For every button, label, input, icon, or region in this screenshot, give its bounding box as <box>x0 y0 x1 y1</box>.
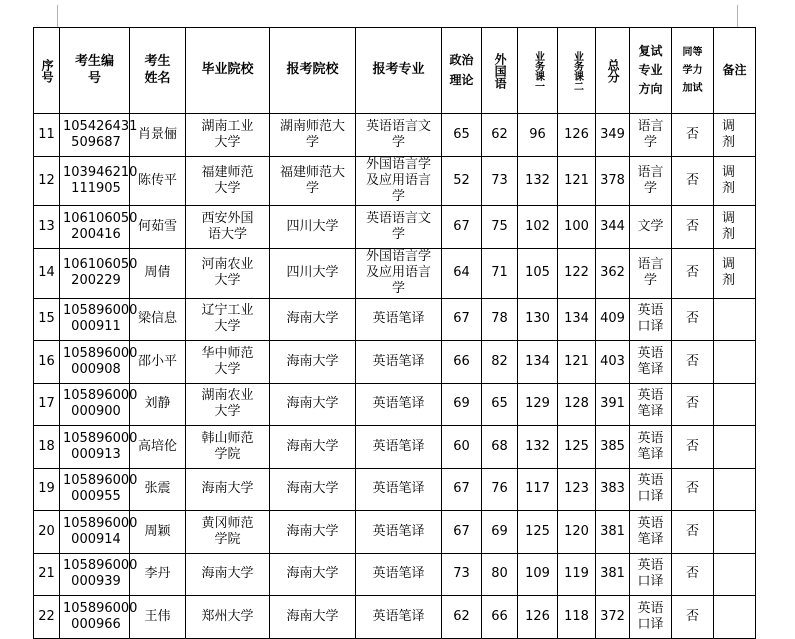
cell-course2: 118 <box>558 596 596 639</box>
cell-course2: 121 <box>558 341 596 384</box>
cell-course1: 126 <box>518 596 558 639</box>
cell-grad-school: 郑州大学 <box>186 596 270 639</box>
cell-politics: 64 <box>442 248 482 298</box>
cell-cand-id <box>60 298 138 341</box>
crop-mark-left <box>57 5 58 27</box>
header-course1: 业务课一 <box>518 28 558 114</box>
cell-seq: 17 <box>34 383 60 426</box>
table-row <box>34 114 756 157</box>
cell-name: 王伟 <box>130 596 186 639</box>
cell-total: 362 <box>596 248 630 298</box>
cell-politics: 67 <box>442 206 482 249</box>
cell-apply-school: 海南大学 <box>270 298 356 341</box>
cell-equiv: 否 <box>672 426 714 469</box>
header-name: 考生姓名 <box>130 28 186 114</box>
cell-course2: 120 <box>558 511 596 554</box>
cell-remark <box>714 553 756 596</box>
cand-id-line2: 000908 <box>71 361 121 377</box>
cell-course1: 125 <box>518 511 558 554</box>
cell-equiv: 否 <box>672 596 714 639</box>
cand-id-line2: 000900 <box>71 404 121 420</box>
header-direction: 复试专业方向 <box>630 28 672 114</box>
cell-cand-id <box>60 426 138 469</box>
cell-equiv: 否 <box>672 248 714 298</box>
cell-foreign: 69 <box>482 511 518 554</box>
cell-cand-id <box>60 156 138 206</box>
header-grad-school: 毕业院校 <box>186 28 270 114</box>
cell-equiv: 否 <box>672 468 714 511</box>
cell-remark: 调剂 <box>714 206 756 249</box>
cell-equiv: 否 <box>672 156 714 206</box>
cell-apply-major: 英语笔译 <box>356 426 442 469</box>
header-apply-major: 报考专业 <box>356 28 442 114</box>
cell-apply-major: 英语语言文学 <box>356 114 442 157</box>
cell-direction: 英语口译 <box>630 596 672 639</box>
cand-id-line2: 000913 <box>71 446 121 462</box>
cell-foreign: 73 <box>482 156 518 206</box>
cell-course2: 121 <box>558 156 596 206</box>
cell-total: 344 <box>596 206 630 249</box>
cell-grad-school: 河南农业大学 <box>186 248 270 298</box>
header-foreign: 外国语 <box>482 28 518 114</box>
cell-direction: 文学 <box>630 206 672 249</box>
cell-foreign: 65 <box>482 383 518 426</box>
cell-equiv: 否 <box>672 341 714 384</box>
cell-name: 周颖 <box>130 511 186 554</box>
cell-course2: 100 <box>558 206 596 249</box>
cell-seq: 19 <box>34 468 60 511</box>
cand-id-line1: 105896000 <box>63 430 138 446</box>
cell-apply-school: 四川大学 <box>270 206 356 249</box>
cell-apply-major: 外国语言学及应用语言学 <box>356 248 442 298</box>
cell-remark <box>714 341 756 384</box>
table-row <box>34 383 756 426</box>
cell-name: 张震 <box>130 468 186 511</box>
cell-name: 刘静 <box>130 383 186 426</box>
header-row <box>34 28 756 114</box>
cell-seq: 16 <box>34 341 60 384</box>
cand-id-line1: 105896000 <box>63 345 138 361</box>
cell-grad-school: 湖南农业大学 <box>186 383 270 426</box>
cell-total: 391 <box>596 383 630 426</box>
cell-apply-school: 湖南师范大学 <box>270 114 356 157</box>
cell-grad-school: 湖南工业大学 <box>186 114 270 157</box>
cell-grad-school: 西安外国语大学 <box>186 206 270 249</box>
cell-politics: 52 <box>442 156 482 206</box>
cell-apply-major: 英语语言文学 <box>356 206 442 249</box>
cell-direction: 语言学 <box>630 114 672 157</box>
cell-foreign: 78 <box>482 298 518 341</box>
cell-foreign: 71 <box>482 248 518 298</box>
cell-seq: 22 <box>34 596 60 639</box>
table-row <box>34 341 756 384</box>
cell-remark <box>714 426 756 469</box>
cell-politics: 65 <box>442 114 482 157</box>
cand-id-line1: 106106050 <box>63 256 138 272</box>
cell-politics: 73 <box>442 553 482 596</box>
cell-direction: 英语笔译 <box>630 341 672 384</box>
header-total: 总分 <box>596 28 630 114</box>
crop-mark-right <box>737 5 738 27</box>
cell-direction: 语言学 <box>630 248 672 298</box>
cell-cand-id <box>60 553 138 596</box>
cell-name: 陈传平 <box>130 156 186 206</box>
header-course2: 业务课二 <box>558 28 596 114</box>
cell-total: 349 <box>596 114 630 157</box>
cell-apply-school: 四川大学 <box>270 248 356 298</box>
cell-foreign: 75 <box>482 206 518 249</box>
cand-id-line1: 106106050 <box>63 210 138 226</box>
cell-direction: 英语口译 <box>630 298 672 341</box>
cell-grad-school: 海南大学 <box>186 468 270 511</box>
cell-course1: 109 <box>518 553 558 596</box>
cell-total: 381 <box>596 553 630 596</box>
cell-cand-id <box>60 468 138 511</box>
cell-name: 肖景俪 <box>130 114 186 157</box>
cell-foreign: 62 <box>482 114 518 157</box>
table-row <box>34 596 756 639</box>
header-remark: 备注 <box>714 28 756 114</box>
cell-course2: 128 <box>558 383 596 426</box>
cell-apply-major: 英语笔译 <box>356 511 442 554</box>
cand-id-line2: 000914 <box>71 531 121 547</box>
cand-id-line2: 000939 <box>71 574 121 590</box>
table-row <box>34 206 756 249</box>
cell-apply-school: 海南大学 <box>270 468 356 511</box>
cell-name: 何茹雪 <box>130 206 186 249</box>
cell-seq: 14 <box>34 248 60 298</box>
cell-name: 梁信息 <box>130 298 186 341</box>
cell-name: 高培伦 <box>130 426 186 469</box>
cand-id-line2: 200229 <box>71 273 121 289</box>
cell-apply-school: 海南大学 <box>270 553 356 596</box>
cell-course1: 130 <box>518 298 558 341</box>
cand-id-line1: 105896000 <box>63 473 138 488</box>
cell-equiv: 否 <box>672 298 714 341</box>
cell-course2: 119 <box>558 553 596 596</box>
cell-remark: 调剂 <box>714 114 756 157</box>
cell-apply-school: 海南大学 <box>270 511 356 554</box>
cell-direction: 语言学 <box>630 156 672 206</box>
cand-id-line2: 000955 <box>71 489 121 505</box>
cell-politics: 60 <box>442 426 482 469</box>
cell-direction: 英语笔译 <box>630 383 672 426</box>
cell-direction: 英语笔译 <box>630 511 672 554</box>
cell-equiv: 否 <box>672 206 714 249</box>
cell-total: 403 <box>596 341 630 384</box>
cand-id-line2: 000966 <box>71 616 121 632</box>
table-row <box>34 553 756 596</box>
cell-cand-id <box>60 206 138 249</box>
cell-politics: 67 <box>442 511 482 554</box>
header-cand-id: 考生编号 <box>60 28 130 114</box>
table-body <box>34 114 756 639</box>
cell-course1: 132 <box>518 426 558 469</box>
cell-direction: 英语口译 <box>630 553 672 596</box>
cell-seq: 13 <box>34 206 60 249</box>
cell-politics: 66 <box>442 341 482 384</box>
cell-total: 372 <box>596 596 630 639</box>
candidate-score-table <box>33 27 756 639</box>
cell-foreign: 66 <box>482 596 518 639</box>
table-row <box>34 248 756 298</box>
cell-total: 378 <box>596 156 630 206</box>
cell-course2: 134 <box>558 298 596 341</box>
cell-course1: 105 <box>518 248 558 298</box>
cell-cand-id <box>60 341 138 384</box>
cand-id-line1: 105896000 <box>63 303 138 318</box>
table-row <box>34 511 756 554</box>
cell-politics: 62 <box>442 596 482 639</box>
cell-remark: 调剂 <box>714 248 756 298</box>
cell-grad-school: 韩山师范学院 <box>186 426 270 469</box>
cell-cand-id <box>60 596 138 639</box>
cell-apply-major: 英语笔译 <box>356 468 442 511</box>
cell-equiv: 否 <box>672 114 714 157</box>
cand-id-line2: 509687 <box>71 134 121 150</box>
cell-apply-school: 海南大学 <box>270 596 356 639</box>
cell-apply-school: 海南大学 <box>270 341 356 384</box>
cell-equiv: 否 <box>672 511 714 554</box>
cell-cand-id <box>60 248 138 298</box>
cell-course2: 126 <box>558 114 596 157</box>
cell-apply-major: 英语笔译 <box>356 341 442 384</box>
cell-foreign: 80 <box>482 553 518 596</box>
cell-course2: 123 <box>558 468 596 511</box>
cell-remark <box>714 511 756 554</box>
table-row <box>34 298 756 341</box>
cell-politics: 67 <box>442 468 482 511</box>
cell-course2: 125 <box>558 426 596 469</box>
cell-foreign: 76 <box>482 468 518 511</box>
cand-id-line1: 105896000 <box>63 515 138 531</box>
cell-grad-school: 海南大学 <box>186 553 270 596</box>
cell-cand-id <box>60 114 138 157</box>
cell-apply-major: 英语笔译 <box>356 298 442 341</box>
cell-direction: 英语笔译 <box>630 426 672 469</box>
cand-id-line1: 105896000 <box>63 558 138 573</box>
cell-grad-school: 辽宁工业大学 <box>186 298 270 341</box>
cell-total: 385 <box>596 426 630 469</box>
cell-grad-school: 福建师范大学 <box>186 156 270 206</box>
cell-seq: 11 <box>34 114 60 157</box>
header-apply-school: 报考院校 <box>270 28 356 114</box>
cell-seq: 20 <box>34 511 60 554</box>
cell-total: 383 <box>596 468 630 511</box>
cell-course1: 117 <box>518 468 558 511</box>
cell-apply-school: 海南大学 <box>270 426 356 469</box>
cand-id-line2: 200416 <box>71 227 121 242</box>
cell-cand-id <box>60 511 138 554</box>
cell-course1: 132 <box>518 156 558 206</box>
cell-name: 邵小平 <box>130 341 186 384</box>
cand-id-line2: 000911 <box>71 319 121 335</box>
cell-apply-major: 英语笔译 <box>356 596 442 639</box>
cell-politics: 69 <box>442 383 482 426</box>
cand-id-line1: 105896000 <box>63 388 138 403</box>
cell-name: 李丹 <box>130 553 186 596</box>
cell-apply-major: 英语笔译 <box>356 553 442 596</box>
cell-foreign: 82 <box>482 341 518 384</box>
header-equiv: 同等学力加试 <box>672 28 714 114</box>
cand-id-line1: 105426431 <box>63 118 138 134</box>
cell-total: 409 <box>596 298 630 341</box>
cell-course1: 96 <box>518 114 558 157</box>
cell-grad-school: 黄冈师范学院 <box>186 511 270 554</box>
cell-course1: 129 <box>518 383 558 426</box>
cand-id-line1: 103946210 <box>63 164 138 180</box>
table-row <box>34 468 756 511</box>
cell-apply-school: 海南大学 <box>270 383 356 426</box>
cell-remark <box>714 298 756 341</box>
cell-remark <box>714 383 756 426</box>
cell-remark: 调剂 <box>714 156 756 206</box>
cell-seq: 18 <box>34 426 60 469</box>
cell-foreign: 68 <box>482 426 518 469</box>
cell-course2: 122 <box>558 248 596 298</box>
cell-cand-id <box>60 383 138 426</box>
cell-total: 381 <box>596 511 630 554</box>
cand-id-line2: 111905 <box>71 180 121 196</box>
cell-direction: 英语口译 <box>630 468 672 511</box>
cell-seq: 21 <box>34 553 60 596</box>
cell-apply-school: 福建师范大学 <box>270 156 356 206</box>
cand-id-line1: 105896000 <box>63 600 138 616</box>
cell-equiv: 否 <box>672 383 714 426</box>
cell-seq: 15 <box>34 298 60 341</box>
cell-grad-school: 华中师范大学 <box>186 341 270 384</box>
table-row <box>34 156 756 206</box>
header-seq: 序号 <box>34 28 60 114</box>
cell-name: 周倩 <box>130 248 186 298</box>
header-politics: 政治理论 <box>442 28 482 114</box>
cell-course1: 134 <box>518 341 558 384</box>
cell-equiv: 否 <box>672 553 714 596</box>
cell-seq: 12 <box>34 156 60 206</box>
table-row <box>34 426 756 469</box>
cell-remark <box>714 468 756 511</box>
cell-course1: 102 <box>518 206 558 249</box>
cell-remark <box>714 596 756 639</box>
cell-politics: 67 <box>442 298 482 341</box>
cell-apply-major: 外国语言学及应用语言学 <box>356 156 442 206</box>
cell-apply-major: 英语笔译 <box>356 383 442 426</box>
